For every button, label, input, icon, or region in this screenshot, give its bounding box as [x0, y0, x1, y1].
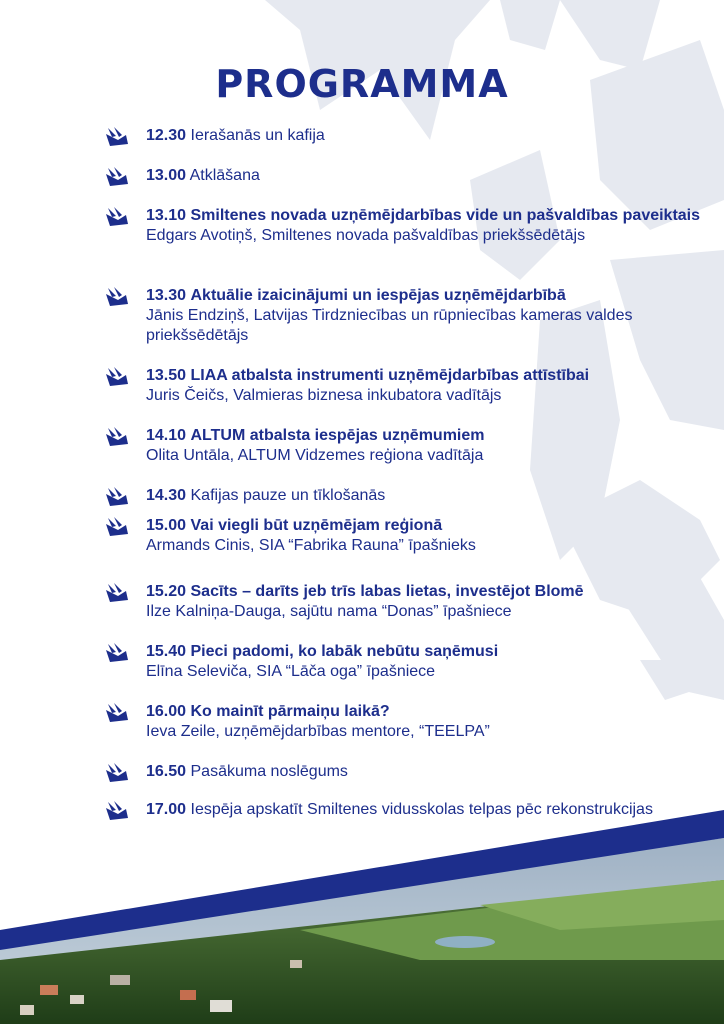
- agenda-item-heading: [146, 800, 706, 820]
- agenda-time: 13.00: [146, 167, 187, 184]
- agenda-item-heading: [146, 762, 706, 782]
- agenda-time: 14.30: [146, 487, 187, 504]
- agenda-item-heading: [146, 286, 706, 306]
- agenda-topic: Ko mainīt pārmaiņu laikā?: [190, 703, 390, 720]
- agenda-item-heading: [146, 126, 706, 146]
- agenda-item-heading: [146, 166, 706, 186]
- agenda-time: 13.50: [146, 367, 187, 384]
- agenda-item: [104, 426, 706, 466]
- agenda-speaker: Olita Untāla, ALTUM Vidzemes reģiona vadītāja: [146, 447, 484, 464]
- leaf-bullet-icon: [104, 166, 130, 188]
- leaf-bullet-icon: [104, 762, 130, 784]
- agenda-time: 13.10: [146, 207, 187, 224]
- agenda-item: [104, 366, 706, 406]
- agenda-time: 15.20: [146, 583, 187, 600]
- agenda-item-heading: [146, 486, 706, 506]
- leaf-bullet-icon: [104, 206, 130, 228]
- leaf-bullet-icon: [104, 426, 130, 448]
- leaf-bullet-icon: [104, 366, 130, 388]
- agenda-item: [104, 516, 706, 556]
- agenda-item: [104, 582, 706, 622]
- agenda-item: [104, 126, 706, 146]
- agenda-time: 13.30: [146, 287, 187, 304]
- agenda-topic: Pasākuma noslēgums: [190, 763, 348, 780]
- agenda-item: [104, 642, 706, 682]
- agenda-item-heading: [146, 206, 706, 226]
- leaf-bullet-icon: [104, 486, 130, 508]
- agenda-speaker: Juris Čeičs, Valmieras biznesa inkubatora vadītājs: [146, 387, 502, 404]
- agenda-item: [104, 206, 706, 246]
- agenda-item: [104, 702, 706, 742]
- agenda-item-heading: [146, 582, 706, 602]
- agenda-time: 15.40: [146, 643, 187, 660]
- leaf-bullet-icon: [104, 582, 130, 604]
- agenda-topic: Smiltenes novada uzņēmējdarbības vide un pašvaldības paveiktais: [190, 207, 701, 224]
- agenda-speaker: Jānis Endziņš, Latvijas Tirdzniecības un rūpniecības kameras valdes priekšsēdētājs: [146, 307, 633, 344]
- agenda-speaker: Ieva Zeile, uzņēmējdarbības mentore, “TEELPA”: [146, 723, 490, 740]
- agenda-item-heading: [146, 426, 706, 446]
- agenda-item-heading: [146, 516, 706, 536]
- agenda-topic: Sacīts – darīts jeb trīs labas lietas, investējot Blomē: [190, 583, 584, 600]
- agenda-time: 16.50: [146, 763, 187, 780]
- leaf-bullet-icon: [104, 702, 130, 724]
- leaf-bullet-icon: [104, 516, 130, 538]
- leaf-bullet-icon: [104, 126, 130, 148]
- agenda-item: [104, 762, 706, 782]
- agenda-item-heading: [146, 702, 706, 722]
- agenda-topic: Kafijas pauze un tīklošanās: [190, 487, 386, 504]
- agenda-topic: Vai viegli būt uzņēmējam reģionā: [190, 517, 443, 534]
- agenda-item: [104, 486, 706, 506]
- page-title: PROGRAMMA: [215, 62, 509, 106]
- agenda-speaker: Elīna Seleviča, SIA “Lāča oga” īpašniece: [146, 663, 436, 680]
- agenda-item-heading: [146, 366, 706, 386]
- agenda-time: 12.30: [146, 127, 187, 144]
- agenda-topic: LIAA atbalsta instrumenti uzņēmējdarbības attīstībai: [190, 367, 590, 384]
- agenda-time: 16.00: [146, 703, 187, 720]
- agenda-topic: Pieci padomi, ko labāk nebūtu saņēmusi: [190, 643, 499, 660]
- agenda-topic: Iespēja apskatīt Smiltenes vidusskolas telpas pēc rekonstrukcijas: [190, 801, 653, 818]
- agenda-item: [104, 166, 706, 186]
- agenda-speaker: Ilze Kalniņa-Dauga, sajūtu nama “Donas” īpašniece: [146, 603, 512, 620]
- agenda-speaker: Armands Cinis, SIA “Fabrika Rauna” īpašnieks: [146, 537, 476, 554]
- agenda-time: 17.00: [146, 801, 187, 818]
- agenda-time: 15.00: [146, 517, 187, 534]
- agenda-topic: Aktuālie izaicinājumi un iespējas uzņēmējdarbībā: [190, 287, 566, 304]
- leaf-bullet-icon: [104, 642, 130, 664]
- leaf-bullet-icon: [104, 286, 130, 308]
- agenda-item: [104, 286, 706, 346]
- agenda-item: [104, 800, 706, 820]
- agenda-item-heading: [146, 642, 706, 662]
- agenda-topic: Ierašanās un kafija: [190, 127, 325, 144]
- agenda-time: 14.10: [146, 427, 187, 444]
- leaf-bullet-icon: [104, 800, 130, 822]
- agenda-topic: Atklāšana: [189, 167, 260, 184]
- agenda-speaker: Edgars Avotiņš, Smiltenes novada pašvaldības priekšsēdētājs: [146, 227, 586, 244]
- agenda-topic: ALTUM atbalsta iespējas uzņēmumiem: [190, 427, 485, 444]
